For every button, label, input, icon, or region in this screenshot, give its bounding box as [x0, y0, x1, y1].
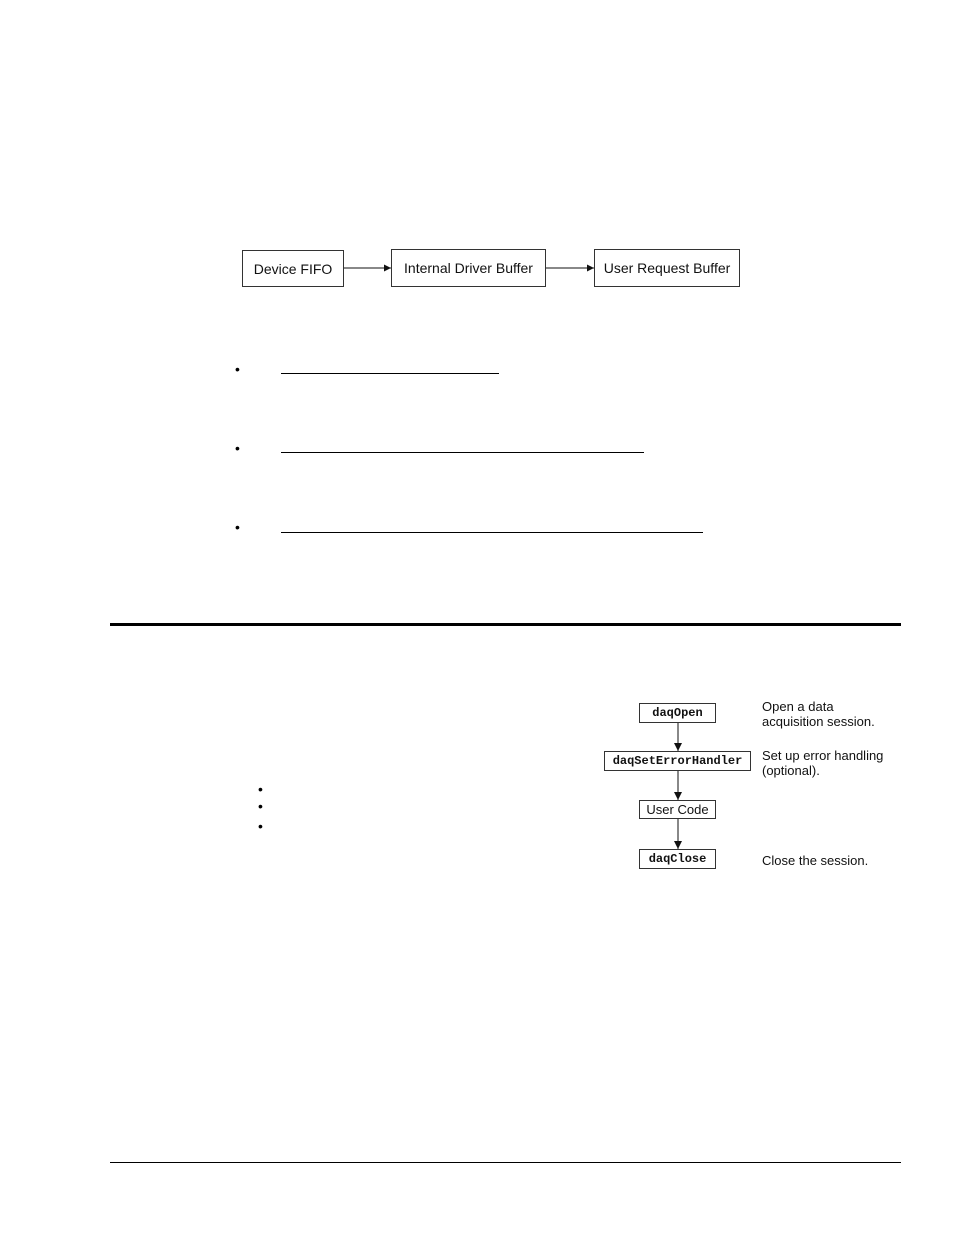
internal-driver-buffer-label: Internal Driver Buffer [404, 260, 533, 276]
underline-3 [281, 532, 703, 533]
footer-rule [110, 1162, 901, 1163]
bullet-3: • [235, 519, 240, 535]
daqopen-description: Open a data acquisition session. [762, 699, 875, 729]
daqclose-description: Close the session. [762, 853, 869, 868]
mid-bullet-2: • [258, 798, 263, 814]
daqclose-label: daqClose [648, 852, 707, 866]
daqseterrorhandler-description: Set up error handling (optional). [762, 748, 884, 778]
daqopen-box [639, 703, 716, 723]
user-code-label: User Code [646, 802, 709, 817]
mid-bullet-1: • [258, 781, 263, 797]
underline-1 [281, 373, 499, 374]
daqseterrorhandler-label: daqSetErrorHandler [612, 754, 743, 768]
underline-2 [281, 452, 644, 453]
daqopen-label: daqOpen [652, 706, 703, 720]
daqseterrorhandler-box [604, 751, 751, 771]
user-code-box [639, 800, 716, 819]
mid-bullet-3: • [258, 818, 263, 834]
bullet-2: • [235, 440, 240, 456]
section-divider [110, 623, 901, 626]
daqclose-box [639, 849, 716, 869]
bullet-1: • [235, 361, 240, 377]
user-request-buffer-label: User Request Buffer [603, 260, 731, 276]
device-fifo-label: Device FIFO [253, 260, 333, 277]
